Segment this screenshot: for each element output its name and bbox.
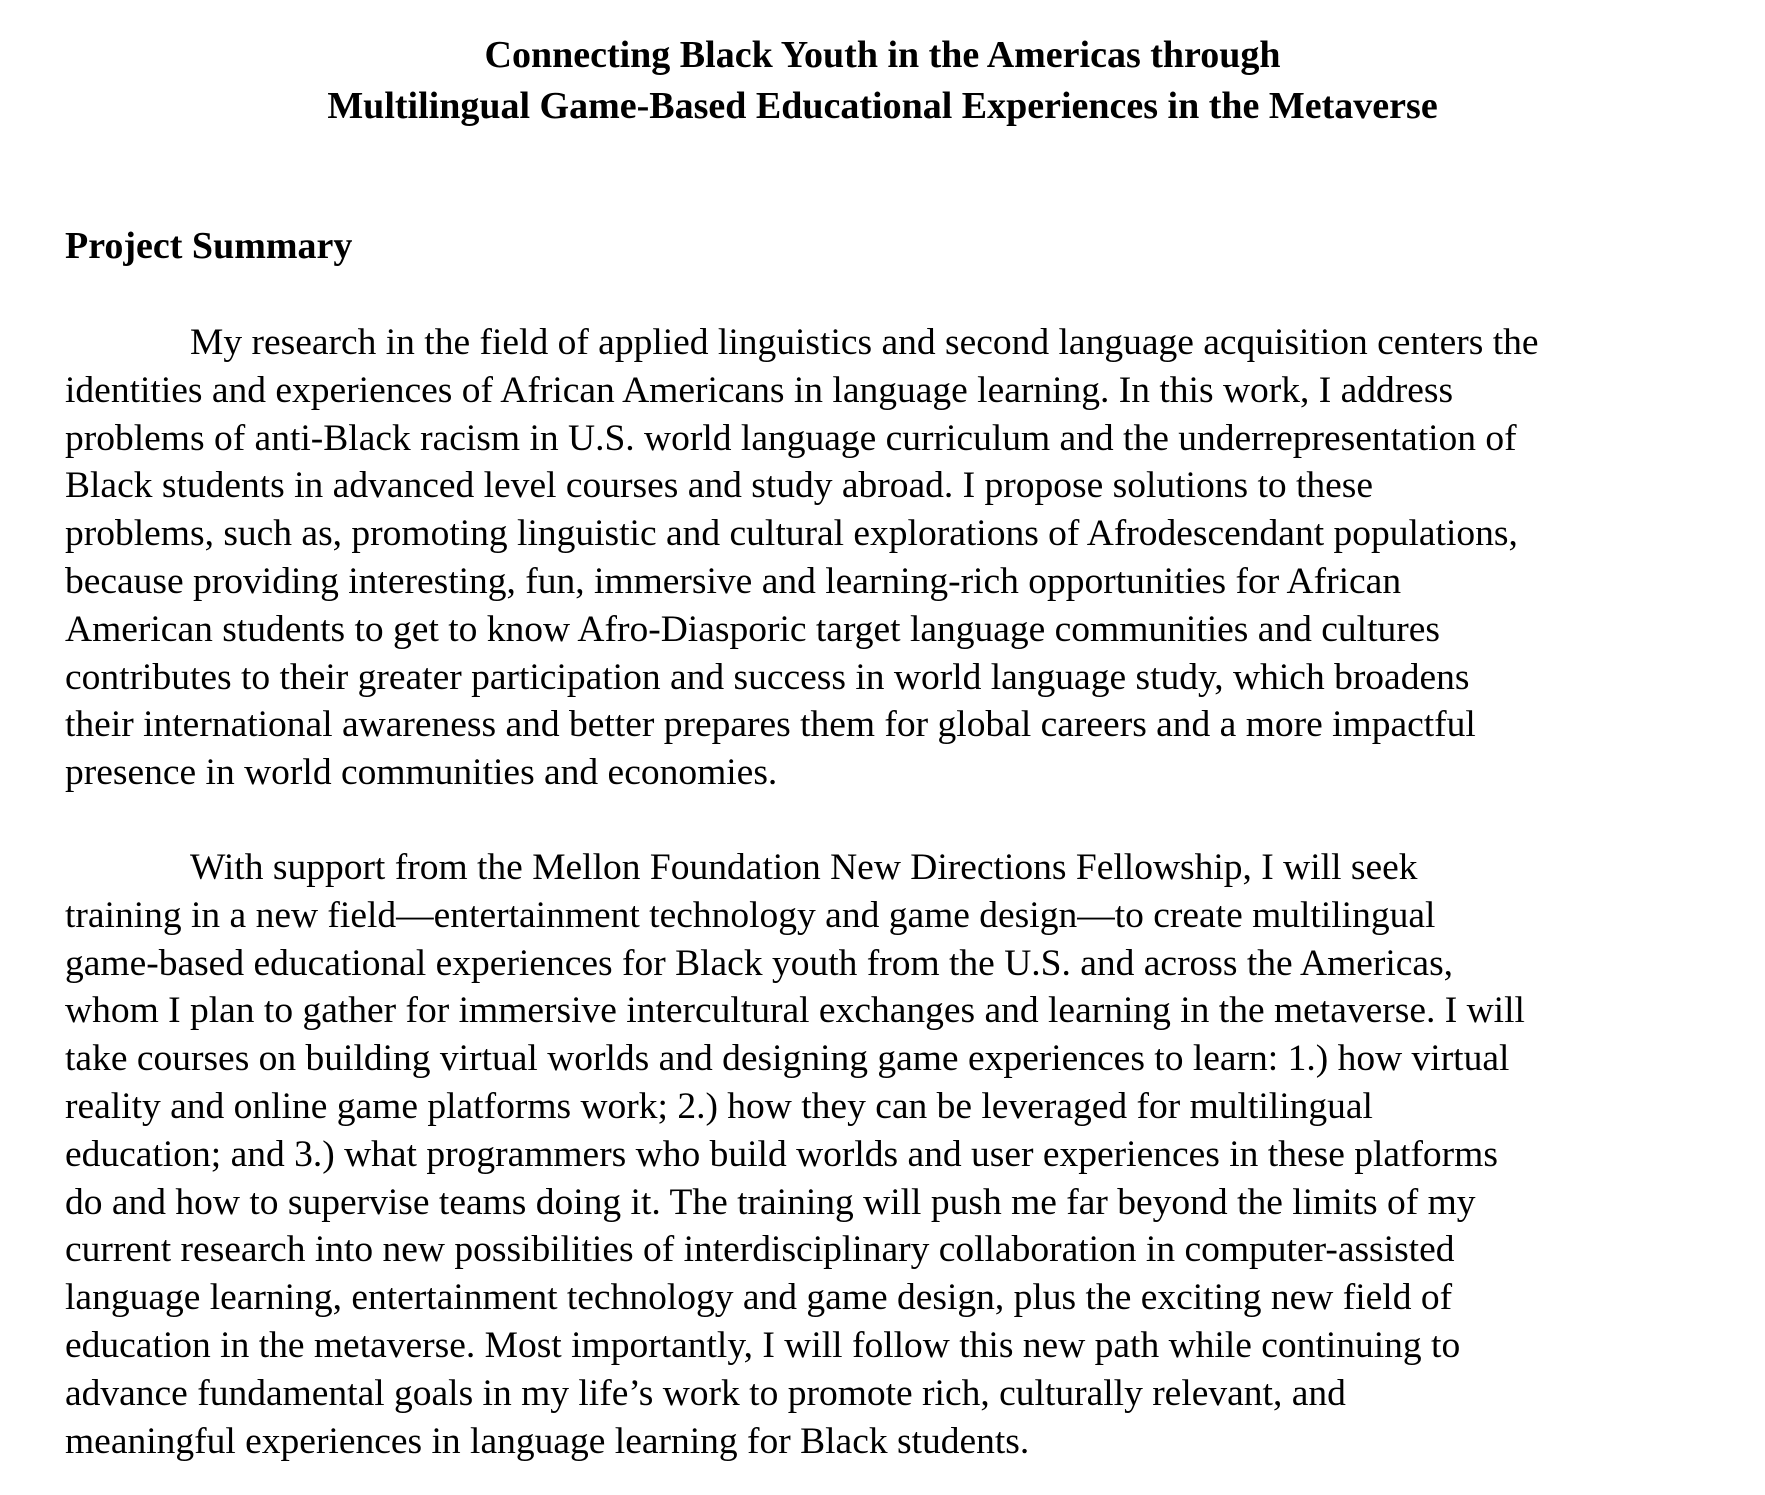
title-line-2: Multilingual Game-Based Educational Experiences in the Metaverse (327, 85, 1438, 127)
paragraph-line: problems of anti-Black racism in U.S. world language curriculum and the underrepresentation of (65, 417, 1517, 459)
paragraph-line: education in the metaverse. Most importantly, I will follow this new path while continuing to (65, 1324, 1461, 1366)
paragraph-line: current research into new possibilities of interdisciplinary collaboration in computer-assisted (65, 1229, 1455, 1271)
paragraph-line: problems, such as, promoting linguistic and cultural explorations of Afrodescendant populations, (65, 513, 1518, 555)
paragraph-line: presence in world communities and economies. (65, 752, 778, 794)
paragraph-line: meaningful experiences in language learning for Black students. (65, 1420, 1030, 1462)
paragraph-2 (65, 844, 1705, 1465)
paragraph-line: Black students in advanced level courses and study abroad. I propose solutions to these (65, 465, 1374, 507)
paragraph-line: language learning, entertainment technology and game design, plus the exciting new field of (65, 1277, 1453, 1319)
section-heading: Project Summary (65, 225, 353, 267)
paragraph-line: reality and online game platforms work; 2.) how they can be leveraged for multilingual (65, 1085, 1373, 1127)
paragraph-line: American students to get to know Afro-Diasporic target language communities and cultures (65, 608, 1440, 650)
paragraph-line: because providing interesting, fun, immersive and learning-rich opportunities for African (65, 560, 1402, 602)
paragraph-line: identities and experiences of African Americans in language learning. In this work, I address (65, 369, 1454, 411)
paragraph-line: their international awareness and better prepares them for global careers and a more impactful (65, 704, 1476, 746)
paragraph-line: contributes to their greater participation and success in world language study, which broadens (65, 656, 1470, 698)
paragraph-line: With support from the Mellon Foundation New Directions Fellowship, I will seek (190, 847, 1418, 888)
paragraph-line: do and how to supervise teams doing it. The training will push me far beyond the limits of my (65, 1181, 1476, 1223)
paragraph-line: training in a new field—entertainment technology and game design—to create multilingual (65, 894, 1436, 936)
paragraph-line: game-based educational experiences for Black youth from the U.S. and across the Americas, (65, 942, 1454, 984)
paragraph-line: education; and 3.) what programmers who build worlds and user experiences in these platforms (65, 1133, 1498, 1175)
paragraph-line: My research in the field of applied linguistics and second language acquisition centers the (190, 322, 1539, 363)
paragraph-1 (65, 319, 1705, 797)
paragraph-line: whom I plan to gather for immersive intercultural exchanges and learning in the metaverse. I will (65, 990, 1525, 1032)
paragraph-line: advance fundamental goals in my life’s work to promote rich, culturally relevant, and (65, 1372, 1346, 1414)
title-line-1: Connecting Black Youth in the Americas through (484, 34, 1281, 76)
document-title (0, 30, 1765, 132)
paragraph-line: take courses on building virtual worlds and designing game experiences to learn: 1.) how virtual (65, 1038, 1510, 1080)
